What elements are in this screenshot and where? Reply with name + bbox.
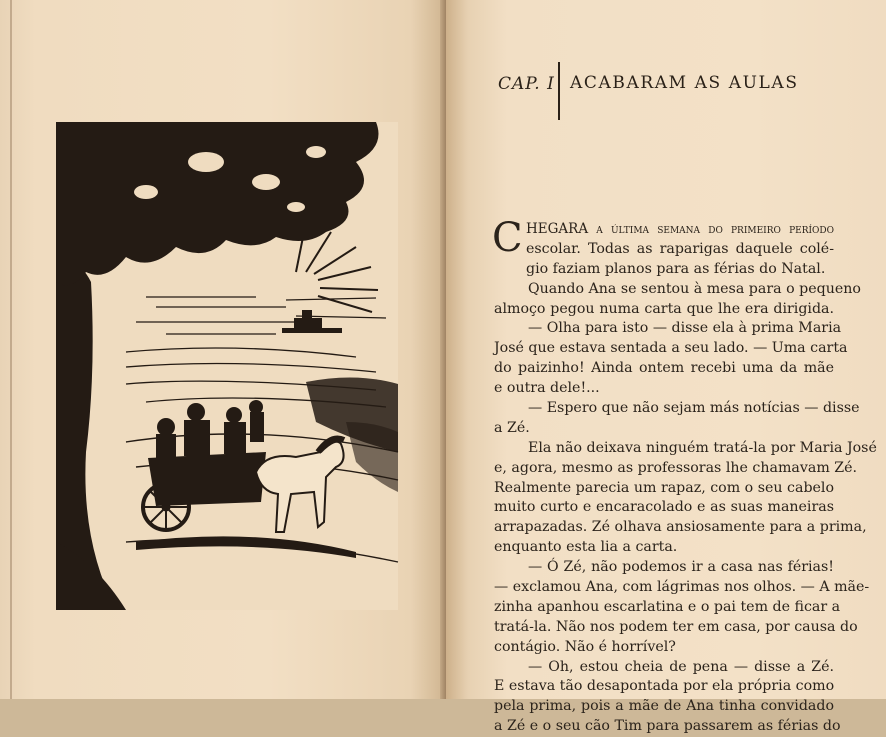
text-line: e, agora, mesmo as professoras lhe chamavam Zé. xyxy=(494,459,858,476)
text-line: — Olha para isto — disse ela à prima Maria xyxy=(528,320,842,337)
text-line: almoço pegou numa carta que lhe era dirigida. xyxy=(494,300,834,317)
text-line: Ela não deixava ninguém tratá-la por Maria José xyxy=(528,439,877,456)
text-line: Quando Ana se sentou à mesa para o pequeno xyxy=(528,280,861,297)
text-line: zinha apanhou escarlatina e o pai tem de ficar a xyxy=(494,598,841,615)
text-line: contágio. Não é horrível? xyxy=(494,638,676,655)
chapter-body-text xyxy=(492,215,877,737)
text-line: — exclamou Ana, com lágrimas nos olhos. — A mãe- xyxy=(494,579,870,596)
carriage-illustration xyxy=(56,122,398,610)
text-line: E estava tão desapontada por ela própria como xyxy=(494,678,835,695)
text-line: enquanto esta lia a carta. xyxy=(494,539,678,556)
text-line: do paizinho! Ainda ontem recebi uma da mãe xyxy=(494,360,834,377)
chapter-divider xyxy=(558,62,560,120)
text-line: muito curto e encaracolado e as suas maneiras xyxy=(494,499,834,516)
text-line: — Ó Zé, não podemos ir a casa nas férias! xyxy=(528,559,834,576)
text-line: pela prima, pois a mãe de Ana tinha convidado xyxy=(494,698,834,715)
text-line: — Espero que não sejam más notícias — disse xyxy=(528,400,860,417)
text-line: escolar. Todas as raparigas daquele colé- xyxy=(526,240,834,257)
text-line: a Zé e o seu cão Tim para passarem as férias do xyxy=(494,718,841,735)
text-line: e outra dele!... xyxy=(494,380,600,397)
text-line: HEGARA a última semana do primeiro período xyxy=(526,221,834,237)
chapter-header xyxy=(498,62,828,120)
text-line: gio faziam planos para as férias do Natal. xyxy=(526,260,826,277)
chapter-title: ACABARAM AS AULAS xyxy=(570,73,799,93)
text-line: — Oh, estou cheia de pena — disse a Zé. xyxy=(528,658,834,675)
left-page xyxy=(0,0,446,699)
text-line: tratá-la. Não nos podem ter em casa, por causa do xyxy=(494,618,858,635)
text-line: a Zé. xyxy=(494,419,530,436)
text-line: Realmente parecia um rapaz, com o seu cabelo xyxy=(494,479,835,496)
drop-cap-letter: C xyxy=(492,215,523,261)
text-line: José que estava sentada a seu lado. — Uma carta xyxy=(494,340,848,357)
chapter-number: CAP. I xyxy=(498,74,555,94)
text-line: arrapazadas. Zé olhava ansiosamente para a prima, xyxy=(494,519,867,536)
